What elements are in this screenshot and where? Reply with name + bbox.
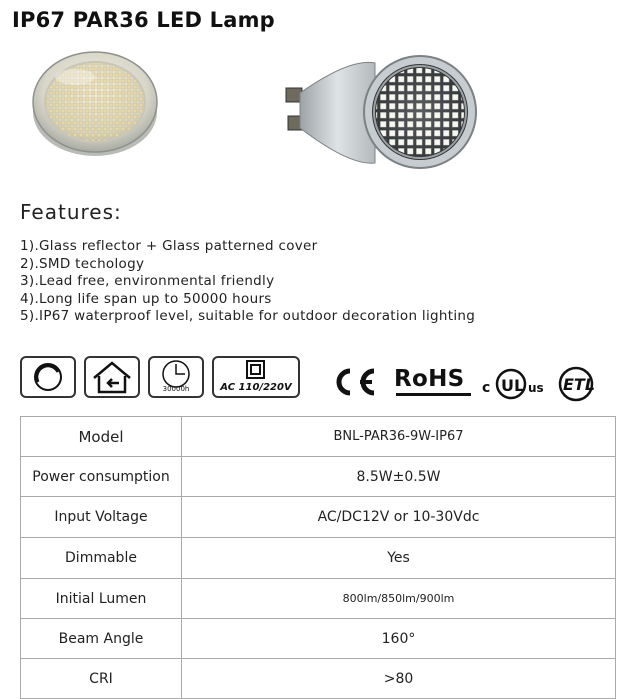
spec-param: Model: [21, 417, 182, 457]
rohs-mark: RoHS: [394, 366, 465, 392]
beam-angle-icon: [20, 356, 76, 398]
spec-value: BNL-PAR36-9W-IP67: [182, 417, 616, 457]
rohs-underline: [396, 393, 471, 396]
table-row: [21, 579, 616, 619]
spec-value: Yes: [182, 538, 616, 579]
ce-mark-icon: [330, 368, 378, 396]
lamp-front-photo: [30, 42, 160, 160]
table-row: [21, 497, 616, 538]
table-row: [21, 659, 616, 699]
lifetime-hours-label: 30000h: [162, 385, 190, 393]
spec-param: Input Voltage: [21, 497, 182, 538]
specs-table: [20, 416, 616, 699]
svg-text:us: us: [528, 381, 544, 395]
lifetime-clock-icon: [148, 356, 204, 398]
feature-item: 1).Glass reflector + Glass patterned cover: [20, 238, 318, 254]
svg-text:UL: UL: [501, 376, 525, 395]
features-heading: Features:: [20, 200, 122, 224]
spec-param: Dimmable: [21, 538, 182, 579]
spec-value: AC/DC12V or 10-30Vdc: [182, 497, 616, 538]
table-row: [21, 417, 616, 457]
spec-param: Beam Angle: [21, 619, 182, 659]
spec-param: Power consumption: [21, 457, 182, 497]
spec-value: 800lm/850lm/900lm: [182, 579, 616, 619]
cul-us-mark-icon: [480, 366, 548, 402]
voltage-label: AC 110/220V: [220, 382, 292, 393]
features-list: [20, 238, 475, 326]
table-row: [21, 619, 616, 659]
spec-param: CRI: [21, 659, 182, 699]
lamp-side-photo: [280, 48, 480, 178]
page-title: IP67 PAR36 LED Lamp: [12, 8, 275, 32]
voltage-icon: [212, 356, 300, 398]
spec-value: 160°: [182, 619, 616, 659]
indoor-use-icon: [84, 356, 140, 398]
feature-item: 3).Lead free, environmental friendly: [20, 273, 275, 290]
feature-item: 2).SMD techology: [20, 255, 145, 272]
spec-value: 8.5W±0.5W: [182, 457, 616, 497]
svg-text:ETL: ETL: [563, 375, 596, 394]
table-row: [21, 538, 616, 579]
etl-mark-icon: [553, 366, 599, 402]
feature-item: 4).Long life span up to 50000 hours: [20, 290, 272, 307]
spec-param: Initial Lumen: [21, 579, 182, 619]
svg-text:c: c: [482, 380, 491, 396]
feature-item: 5).IP67 waterproof level, suitable for outdoor decoration lighting: [20, 308, 476, 325]
spec-value: >80: [182, 659, 616, 699]
table-row: [21, 457, 616, 497]
